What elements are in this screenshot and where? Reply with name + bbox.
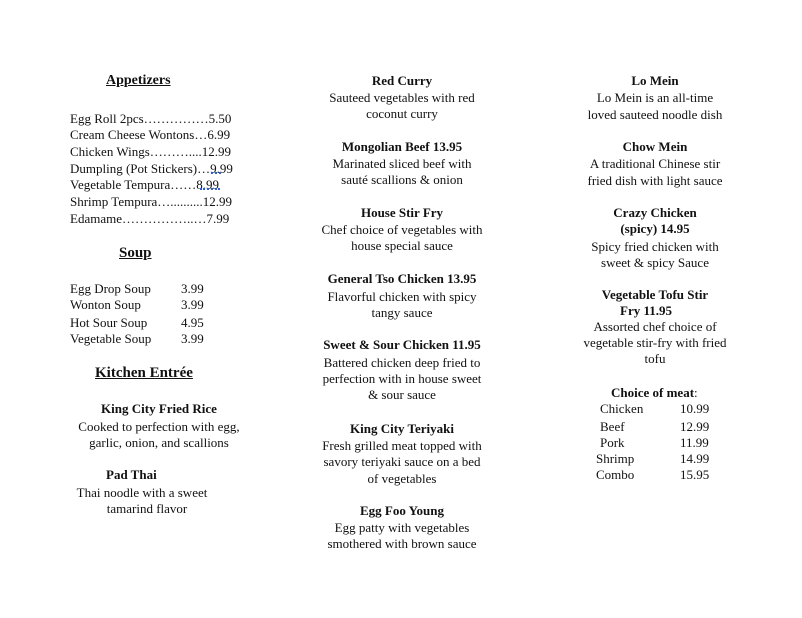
dish-desc: tamarind flavor <box>106 501 188 516</box>
dish-desc: Flavorful chicken with spicy <box>327 289 477 304</box>
meat-colon: : <box>694 385 698 400</box>
meat-item <box>600 401 709 417</box>
dish-desc: vegetable stir-fry with fried <box>583 335 727 350</box>
dish-name: King City Fried Rice <box>101 401 217 416</box>
dish-desc: Cooked to perfection with egg, <box>78 419 240 434</box>
dish-desc: Egg patty with vegetables <box>334 520 470 535</box>
meat-item <box>596 451 709 467</box>
meat-price: 15.95 <box>680 467 710 482</box>
soup-name: Hot Sour Soup <box>70 315 148 330</box>
dish-desc: perfection with in house sweet <box>322 371 482 386</box>
meat-price: 14.99 <box>680 451 710 466</box>
dish-desc: of vegetables <box>367 471 437 486</box>
dish-desc: house special sauce <box>351 238 453 253</box>
dish-name: Crazy Chicken <box>613 205 697 220</box>
soup-name: Wonton Soup <box>70 297 141 312</box>
meat-name: Pork <box>600 435 625 450</box>
soup-name: Vegetable Soup <box>70 331 152 346</box>
dish-desc: tofu <box>644 351 666 366</box>
appetizer-item: Dumpling (Pot Stickers)…9.99 <box>70 161 233 176</box>
dish-name: Red Curry <box>371 73 433 88</box>
dish-desc: sauté scallions & onion <box>341 172 463 187</box>
dish-name: Chow Mein <box>622 139 688 154</box>
appetizer-item: Shrimp Tempura…..........12.99 <box>70 194 233 209</box>
dish-desc: coconut curry <box>366 106 438 121</box>
dish-desc: loved sauteed noodle dish <box>587 107 723 122</box>
appetizer-item: Egg Roll 2pcs……………5.50 <box>70 111 232 126</box>
dish-desc: Assorted chef choice of <box>593 319 717 334</box>
dish-desc: Sauteed vegetables with red <box>329 90 475 105</box>
meat-item <box>600 435 709 451</box>
appetizer-item: Cream Cheese Wontons…6.99 <box>70 127 231 142</box>
appetizer-item: Vegetable Tempura……8.99 <box>70 177 220 192</box>
dish-name: House Stir Fry <box>360 205 444 220</box>
soup-name: Egg Drop Soup <box>70 281 151 296</box>
dish-desc: smothered with brown sauce <box>327 536 477 551</box>
meat-item <box>596 467 709 483</box>
dish-desc: Spicy fried chicken with <box>591 239 719 254</box>
choice-of-meat-heading <box>611 385 698 401</box>
dish-desc: garlic, onion, and scallions <box>89 435 229 450</box>
dish-desc: & sour sauce <box>368 387 436 402</box>
dish-name: Lo Mein <box>631 73 679 88</box>
kitchen-entree-heading: Kitchen Entrée <box>95 365 193 381</box>
dish-desc: Chef choice of vegetables with <box>321 222 483 237</box>
appetizer-item: Chicken Wings………....12.99 <box>70 144 232 159</box>
soup-heading: Soup <box>119 245 152 261</box>
spellcheck-underline <box>211 172 221 174</box>
dish-name: Pad Thai <box>106 467 157 482</box>
meat-price: 11.99 <box>680 435 709 450</box>
dish-name: King City Teriyaki <box>349 421 455 436</box>
dish-name: (spicy) 14.95 <box>620 221 690 236</box>
dish-desc: Battered chicken deep fried to <box>323 355 481 370</box>
meat-name: Combo <box>596 467 635 482</box>
dish-desc: Thai noodle with a sweet <box>76 485 208 500</box>
meat-title: Choice of meat <box>611 385 695 400</box>
dish-name: General Tso Chicken 13.95 <box>327 271 477 286</box>
appetizers-heading: Appetizers <box>106 73 171 88</box>
spellcheck-underline <box>200 188 220 190</box>
dish-name: Mongolian Beef 13.95 <box>341 139 463 154</box>
dish-desc: fried dish with light sauce <box>587 173 723 188</box>
soup-item <box>70 315 204 331</box>
soup-price: 4.95 <box>181 315 204 330</box>
meat-price: 12.99 <box>680 419 710 434</box>
dish-desc: Fresh grilled meat topped with <box>322 438 482 453</box>
soup-price: 3.99 <box>181 331 204 346</box>
dish-desc: Marinated sliced beef with <box>332 156 472 171</box>
soup-price: 3.99 <box>181 281 204 296</box>
appetizer-item: Edamame……………..…7.99 <box>70 211 230 226</box>
soup-item <box>70 281 204 297</box>
soup-item <box>70 331 204 347</box>
dish-desc: Lo Mein is an all-time <box>596 90 714 105</box>
soup-price: 3.99 <box>181 297 204 312</box>
dish-desc: savory teriyaki sauce on a bed <box>323 454 481 469</box>
meat-name: Beef <box>600 419 625 434</box>
dish-name: Fry 11.95 <box>620 303 672 318</box>
meat-item <box>600 419 709 435</box>
dish-desc: A traditional Chinese stir <box>589 156 721 171</box>
dish-desc: tangy sauce <box>371 305 433 320</box>
dish-name: Sweet & Sour Chicken 11.95 <box>323 337 481 352</box>
dish-desc: sweet & spicy Sauce <box>601 255 709 270</box>
meat-price: 10.99 <box>680 401 710 416</box>
meat-name: Shrimp <box>596 451 635 466</box>
dish-name: Egg Foo Young <box>359 503 445 518</box>
dish-name: Vegetable Tofu Stir <box>601 287 709 302</box>
meat-name: Chicken <box>600 401 644 416</box>
soup-item <box>70 297 204 313</box>
